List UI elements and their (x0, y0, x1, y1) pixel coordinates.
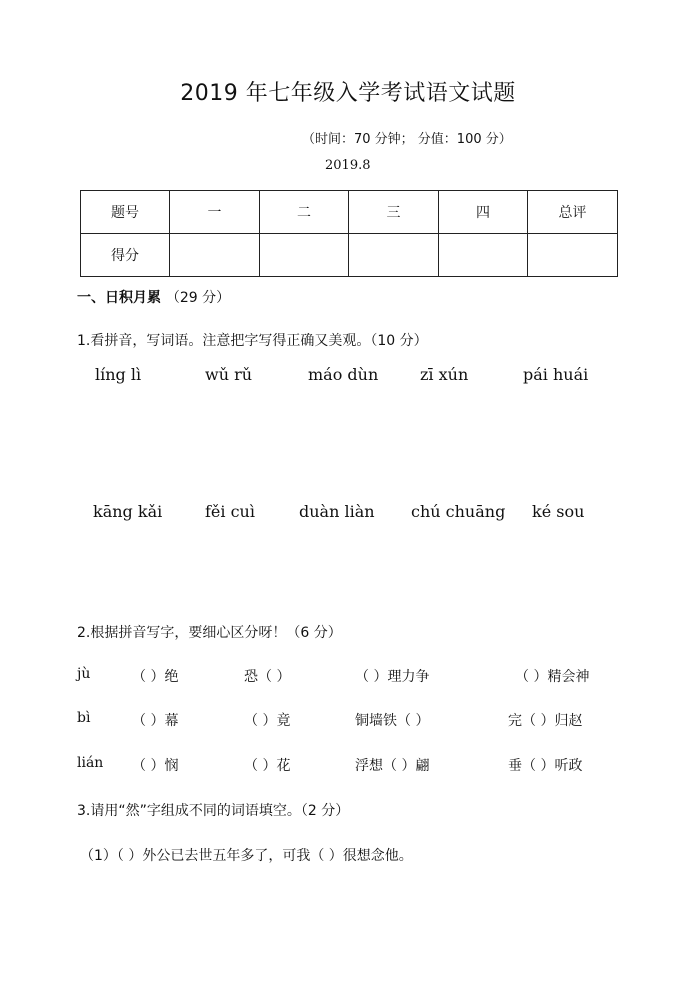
section-points: （29 分） (165, 290, 231, 306)
pinyin-item: máo dùn (308, 365, 379, 384)
exam-date: 2019.8 (325, 158, 371, 173)
pinyin-row-2 (0, 502, 696, 524)
q2-blank[interactable]: （ ）悯 (132, 758, 179, 774)
q2-row (0, 666, 696, 686)
pinyin-item: kāng kǎi (93, 502, 163, 521)
q2-blank[interactable]: 完（ ）归赵 (508, 713, 583, 729)
table-cell: 总评 (528, 191, 618, 234)
pinyin-item: zī xún (420, 365, 469, 384)
pinyin-item: chú chuāng (411, 502, 506, 521)
question-1-prompt: 1.看拼音，写词语。注意把字写得正确又美观。（10 分） (77, 333, 428, 349)
pinyin-item: duàn liàn (299, 502, 375, 521)
table-cell: 三 (349, 191, 439, 234)
page-title: 2019 年七年级入学考试语文试题 (180, 81, 516, 106)
score-cell[interactable] (528, 234, 618, 277)
pinyin-item: líng lì (95, 365, 142, 384)
q2-blank[interactable]: （ ）竟 (244, 713, 291, 729)
q2-row (0, 755, 696, 775)
score-table (80, 190, 618, 277)
section-label: 一、日积月累 (77, 290, 161, 306)
q2-row (0, 710, 696, 730)
q2-blank[interactable]: 浮想（ ）翩 (355, 758, 430, 774)
table-cell: 题号 (81, 191, 170, 234)
question-3-prompt: 3.请用“然”字组成不同的词语填空。（2 分） (77, 803, 350, 819)
table-cell: 四 (439, 191, 528, 234)
table-cell: 一 (170, 191, 260, 234)
score-cell[interactable] (260, 234, 349, 277)
exam-meta: （时间：70 分钟； 分值：100 分） (302, 132, 512, 147)
score-cell[interactable] (439, 234, 528, 277)
q2-blank[interactable]: （ ）精会神 (515, 669, 590, 685)
question-3-item-1[interactable]: （1）（ ）外公已去世五年多了，可我（ ）很想念他。 (80, 848, 413, 864)
q2-blank[interactable]: 铜墙铁（ ） (355, 713, 430, 729)
table-cell: 二 (260, 191, 349, 234)
score-cell[interactable] (170, 234, 260, 277)
table-cell: 得分 (81, 234, 170, 277)
score-cell[interactable] (349, 234, 439, 277)
q2-pinyin: lián (77, 755, 104, 771)
section-heading (77, 287, 230, 307)
pinyin-item: wǔ rǔ (205, 365, 253, 384)
pinyin-item: ké sou (532, 502, 585, 521)
table-row (81, 191, 618, 234)
question-2-prompt: 2.根据拼音写字，要细心区分呀！（6 分） (77, 625, 342, 641)
q2-blank[interactable]: 恐（ ） (244, 669, 291, 685)
q2-blank[interactable]: （ ）花 (244, 758, 291, 774)
pinyin-item: fěi cuì (205, 502, 255, 521)
q2-blank[interactable]: 垂（ ）听政 (508, 758, 583, 774)
pinyin-item: pái huái (523, 365, 589, 384)
q2-pinyin: bì (77, 710, 91, 726)
q2-pinyin: jù (77, 666, 91, 682)
q2-blank[interactable]: （ ）理力争 (355, 669, 430, 685)
pinyin-row-1 (0, 365, 696, 387)
table-row (81, 234, 618, 277)
q2-blank[interactable]: （ ）幕 (132, 713, 179, 729)
q2-blank[interactable]: （ ）绝 (132, 669, 179, 685)
